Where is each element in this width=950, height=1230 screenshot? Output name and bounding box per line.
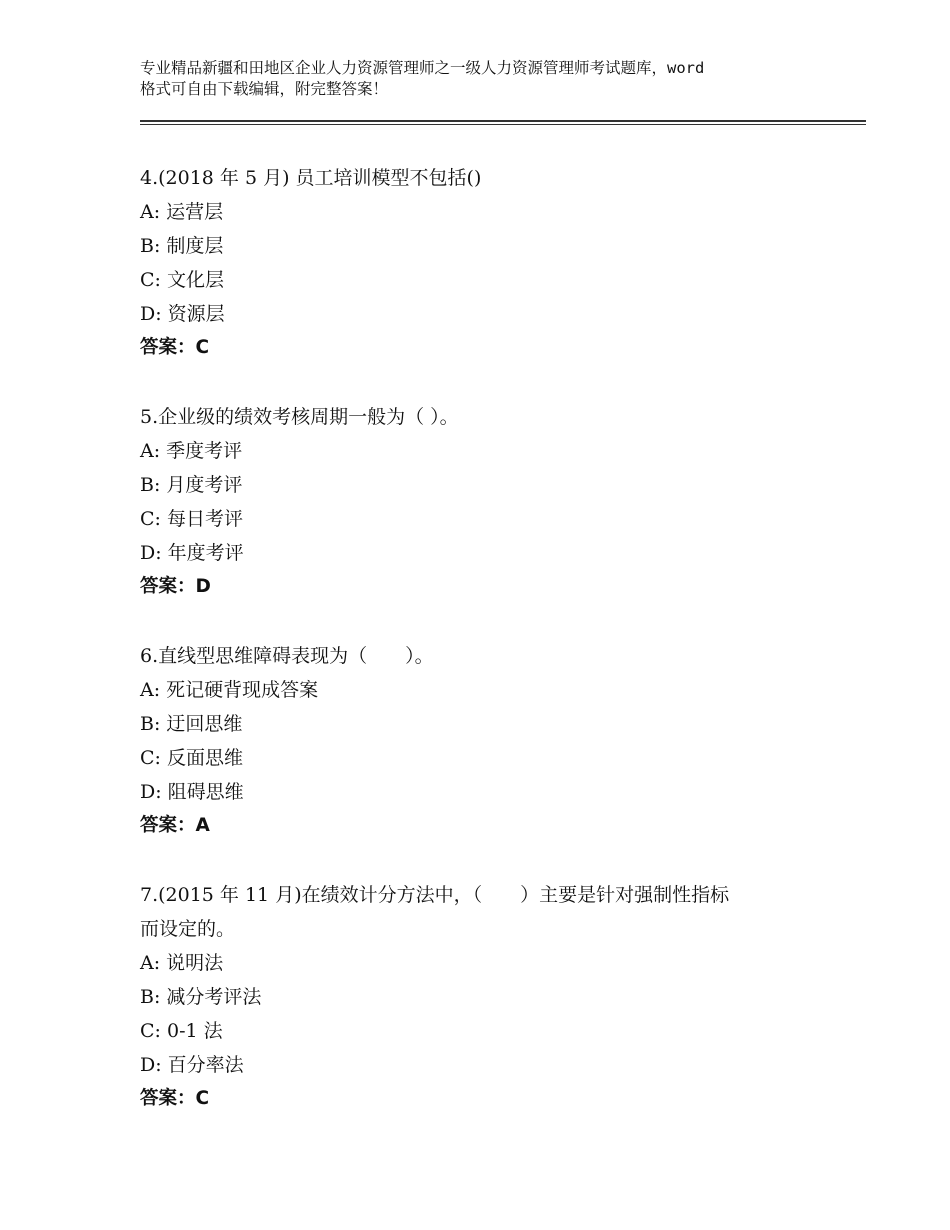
option-b: B: 减分考评法	[140, 986, 262, 1008]
question-stem-line-2: 而设定的。	[140, 918, 236, 940]
option-d: D: 年度考评	[140, 542, 244, 564]
option-d: D: 资源层	[140, 303, 225, 325]
option-c: C: 反面思维	[140, 747, 243, 769]
option-b: B: 迂回思维	[140, 713, 243, 735]
question-stem: 4.(2018 年 5 月) 员工培训模型不包括()	[140, 167, 482, 189]
header-line-1: 专业精品新疆和田地区企业人力资源管理师之一级人力资源管理师考试题库，word	[140, 59, 705, 77]
header-divider-thick	[140, 120, 866, 122]
option-b: B: 制度层	[140, 235, 224, 257]
question-stem: 6.直线型思维障碍表现为（ ）。	[140, 645, 434, 667]
option-c: C: 0-1 法	[140, 1020, 223, 1042]
option-a: A: 运营层	[140, 201, 224, 223]
question-5	[140, 400, 830, 604]
question-stem-line-1: 7.(2015 年 11 月)在绩效计分方法中，（ ）主要是针对强制性指标	[140, 884, 730, 906]
header-divider-thin	[140, 124, 866, 125]
document-header	[140, 58, 830, 100]
question-4	[140, 161, 830, 365]
answer-label: 答案：A	[140, 815, 210, 836]
question-6	[140, 639, 830, 843]
answer-label: 答案：D	[140, 576, 211, 597]
question-7	[140, 878, 830, 1116]
question-stem: 5.企业级的绩效考核周期一般为（ ）。	[140, 406, 459, 428]
option-a: A: 季度考评	[140, 440, 243, 462]
option-c: C: 每日考评	[140, 508, 243, 530]
option-a: A: 说明法	[140, 952, 224, 974]
answer-label: 答案：C	[140, 337, 210, 358]
answer-label: 答案：C	[140, 1088, 210, 1109]
option-d: D: 百分率法	[140, 1054, 244, 1076]
option-c: C: 文化层	[140, 269, 224, 291]
option-b: B: 月度考评	[140, 474, 243, 496]
header-line-2: 格式可自由下载编辑，附完整答案！	[140, 80, 389, 98]
option-a: A: 死记硬背现成答案	[140, 679, 319, 701]
option-d: D: 阻碍思维	[140, 781, 244, 803]
